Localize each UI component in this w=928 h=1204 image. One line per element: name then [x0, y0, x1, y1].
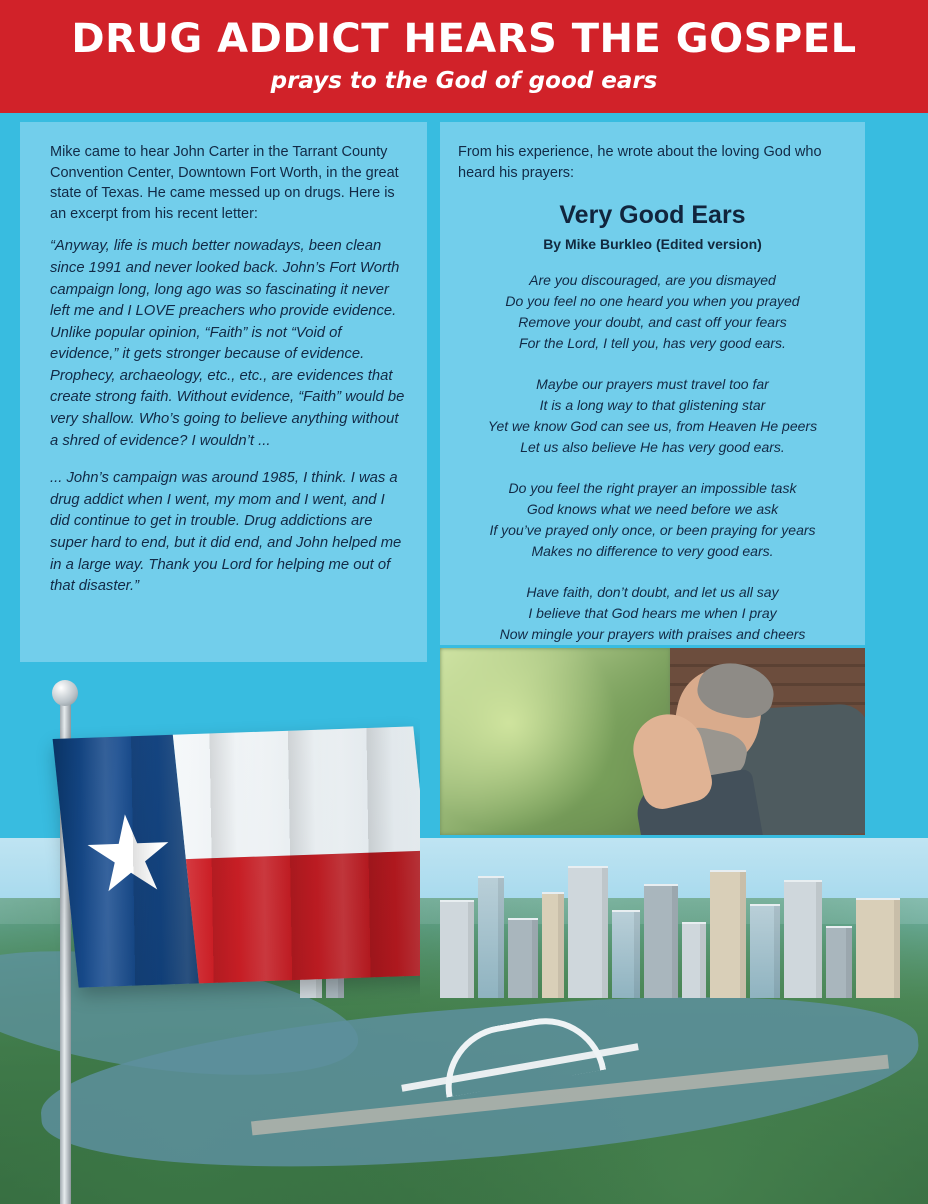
building [710, 870, 746, 998]
poem-line: Are you discouraged, are you dismayed [529, 272, 776, 289]
poem-title: Very Good Ears [559, 201, 746, 230]
poem-stanza [458, 270, 847, 354]
poem-line: I believe that God hears me when I pray [528, 605, 777, 622]
letter-excerpt-part-two: ... John’s campaign was around 1985, I think. I was a drug addict when I went, my mom and I went, and I did continue to get in trouble. Drug addictions are super hard to end, but it did end, and John helped me in a large way. Thank you Lord for helping me out of that disaster.” [50, 470, 402, 595]
poem-line: It is a long way to that glistening star [539, 397, 766, 414]
left-text-column [20, 122, 427, 662]
page-subtitle: prays to the God of good ears [270, 68, 658, 94]
poem-line: If you’ve prayed only once, or been praying for years [489, 522, 816, 539]
poem-byline: By Mike Burkleo (Edited version) [543, 236, 762, 253]
page-title: DRUG ADDICT HEARS THE GOSPEL [71, 16, 857, 62]
poem-line: For the Lord, I tell you, has very good ears. [519, 335, 786, 352]
building [784, 880, 822, 998]
building [644, 884, 678, 998]
building [612, 910, 640, 998]
right-text-column [440, 122, 865, 645]
building [750, 904, 780, 998]
building [856, 898, 900, 998]
flag-fold-shading [53, 726, 420, 987]
flag-finial [52, 680, 78, 706]
seventh-street-bridge [400, 1018, 640, 1088]
poem-line: Makes no difference to very good ears. [531, 543, 774, 560]
praying-man-photo [440, 648, 865, 835]
poem-line: Do you feel no one heard you when you prayed [505, 293, 800, 310]
poem-line: Maybe our prayers must travel too far [536, 376, 769, 393]
texas-flag-photo [0, 676, 420, 1204]
building [508, 918, 538, 998]
poem-stanza [458, 374, 847, 458]
building [478, 876, 504, 998]
poem-line: Let us also believe He has very good ears. [520, 439, 785, 456]
building [440, 900, 474, 998]
poem-line: Yet we know God can see us, from Heaven He peers [487, 418, 818, 435]
building [542, 892, 564, 998]
poem-line: Now mingle your prayers with praises and cheers [499, 626, 806, 643]
letter-excerpt-part-one: “Anyway, life is much better nowadays, been clean since 1991 and never looked back. John’s Fort Worth campaign long, long ago was so fascinating it never left me and I LOVE preachers who provide evidence. Unlike popular opinion, “Faith” is not “Void of evidence,” it gets stronger because of evidence. Prophecy, archaeology, etc., etc., are evidences that create strong faith. Without evidence, “Faith” would be very shallow. Who’s going to believe anything without a shred of evidence? I wouldn’t ... [50, 238, 405, 449]
poem-line: Have faith, don’t doubt, and let us all say [526, 584, 779, 601]
poem-intro-paragraph: From his experience, he wrote about the loving God who heard his prayers: [458, 144, 822, 181]
page-header [0, 0, 928, 113]
bridge-arch [436, 1008, 606, 1097]
poem-line: Do you feel the right prayer an impossible task [508, 480, 797, 497]
building [826, 926, 852, 998]
poem-line: God knows what we need before we ask [526, 501, 779, 518]
intro-paragraph: Mike came to hear John Carter in the Tarrant County Convention Center, Downtown Fort Worth, in the great state of Texas. He came messed up on drugs. Here is an excerpt from his recent letter: [50, 144, 399, 222]
building [682, 922, 706, 998]
building [568, 866, 608, 998]
poem-line: Remove your doubt, and cast off your fears [518, 314, 787, 331]
poem-stanza [458, 478, 847, 562]
texas-flag [53, 726, 420, 987]
